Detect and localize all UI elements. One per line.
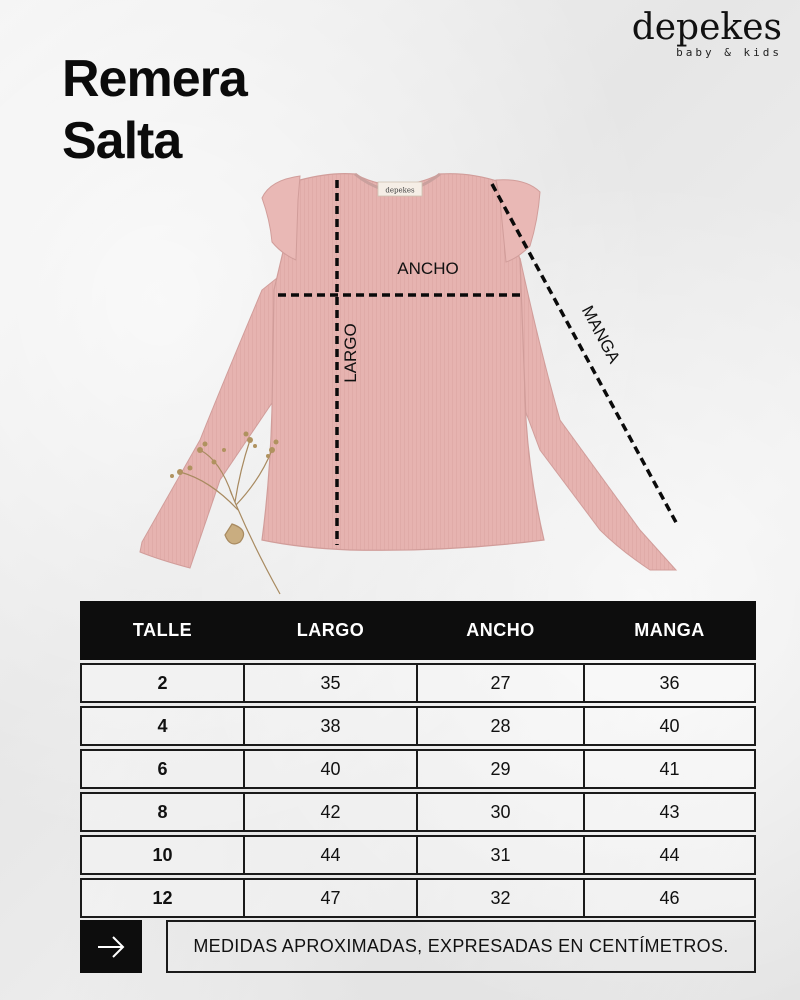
header-ancho: ANCHO (417, 602, 584, 659)
cell-ancho: 27 (417, 664, 584, 702)
cell-talle: 4 (81, 707, 244, 745)
cell-talle: 2 (81, 664, 244, 702)
arrow-right-icon (96, 935, 126, 959)
cell-talle: 12 (81, 879, 244, 917)
svg-text:depekes: depekes (385, 186, 415, 195)
right-sleeve (520, 258, 676, 570)
shirt-body (262, 174, 544, 551)
brand-logo (632, 8, 782, 59)
cell-largo: 47 (244, 879, 417, 917)
cell-manga: 44 (584, 836, 755, 874)
cell-ancho: 32 (417, 879, 584, 917)
cell-talle: 10 (81, 836, 244, 874)
largo-label: LARGO (341, 323, 360, 383)
cell-largo: 44 (244, 836, 417, 874)
manga-label: MANGA (577, 302, 624, 367)
table-header-row (81, 602, 755, 659)
table-row (81, 707, 755, 745)
measurement-note (166, 920, 756, 973)
table-row (81, 836, 755, 874)
brand-tagline: baby & kids (676, 46, 782, 59)
cell-ancho: 30 (417, 793, 584, 831)
cell-manga: 41 (584, 750, 755, 788)
table-row (81, 879, 755, 917)
header-largo: LARGO (244, 602, 417, 659)
cell-talle: 8 (81, 793, 244, 831)
header-manga: MANGA (584, 602, 755, 659)
header-talle: TALLE (81, 602, 244, 659)
cell-manga: 43 (584, 793, 755, 831)
size-table (80, 601, 756, 918)
cell-largo: 38 (244, 707, 417, 745)
cell-talle: 6 (81, 750, 244, 788)
garment-diagram (0, 150, 800, 610)
table-row (81, 664, 755, 702)
title-line-2: Salta (62, 112, 182, 170)
cell-ancho: 29 (417, 750, 584, 788)
title-line-1: Remera (62, 50, 247, 108)
left-ruffle (262, 176, 300, 260)
ancho-label: ANCHO (397, 259, 459, 278)
cell-largo: 40 (244, 750, 417, 788)
table-row (81, 750, 755, 788)
next-arrow-button[interactable] (80, 920, 142, 973)
cell-manga: 46 (584, 879, 755, 917)
table-row (81, 793, 755, 831)
cell-largo: 35 (244, 664, 417, 702)
cell-manga: 40 (584, 707, 755, 745)
cell-largo: 42 (244, 793, 417, 831)
brand-name: depekes (631, 7, 782, 48)
measurement-note-text: MEDIDAS APROXIMADAS, EXPRESADAS EN CENTÍMETROS. (193, 936, 729, 956)
cell-ancho: 31 (417, 836, 584, 874)
cell-ancho: 28 (417, 707, 584, 745)
cell-manga: 36 (584, 664, 755, 702)
garment-svg (0, 150, 800, 610)
